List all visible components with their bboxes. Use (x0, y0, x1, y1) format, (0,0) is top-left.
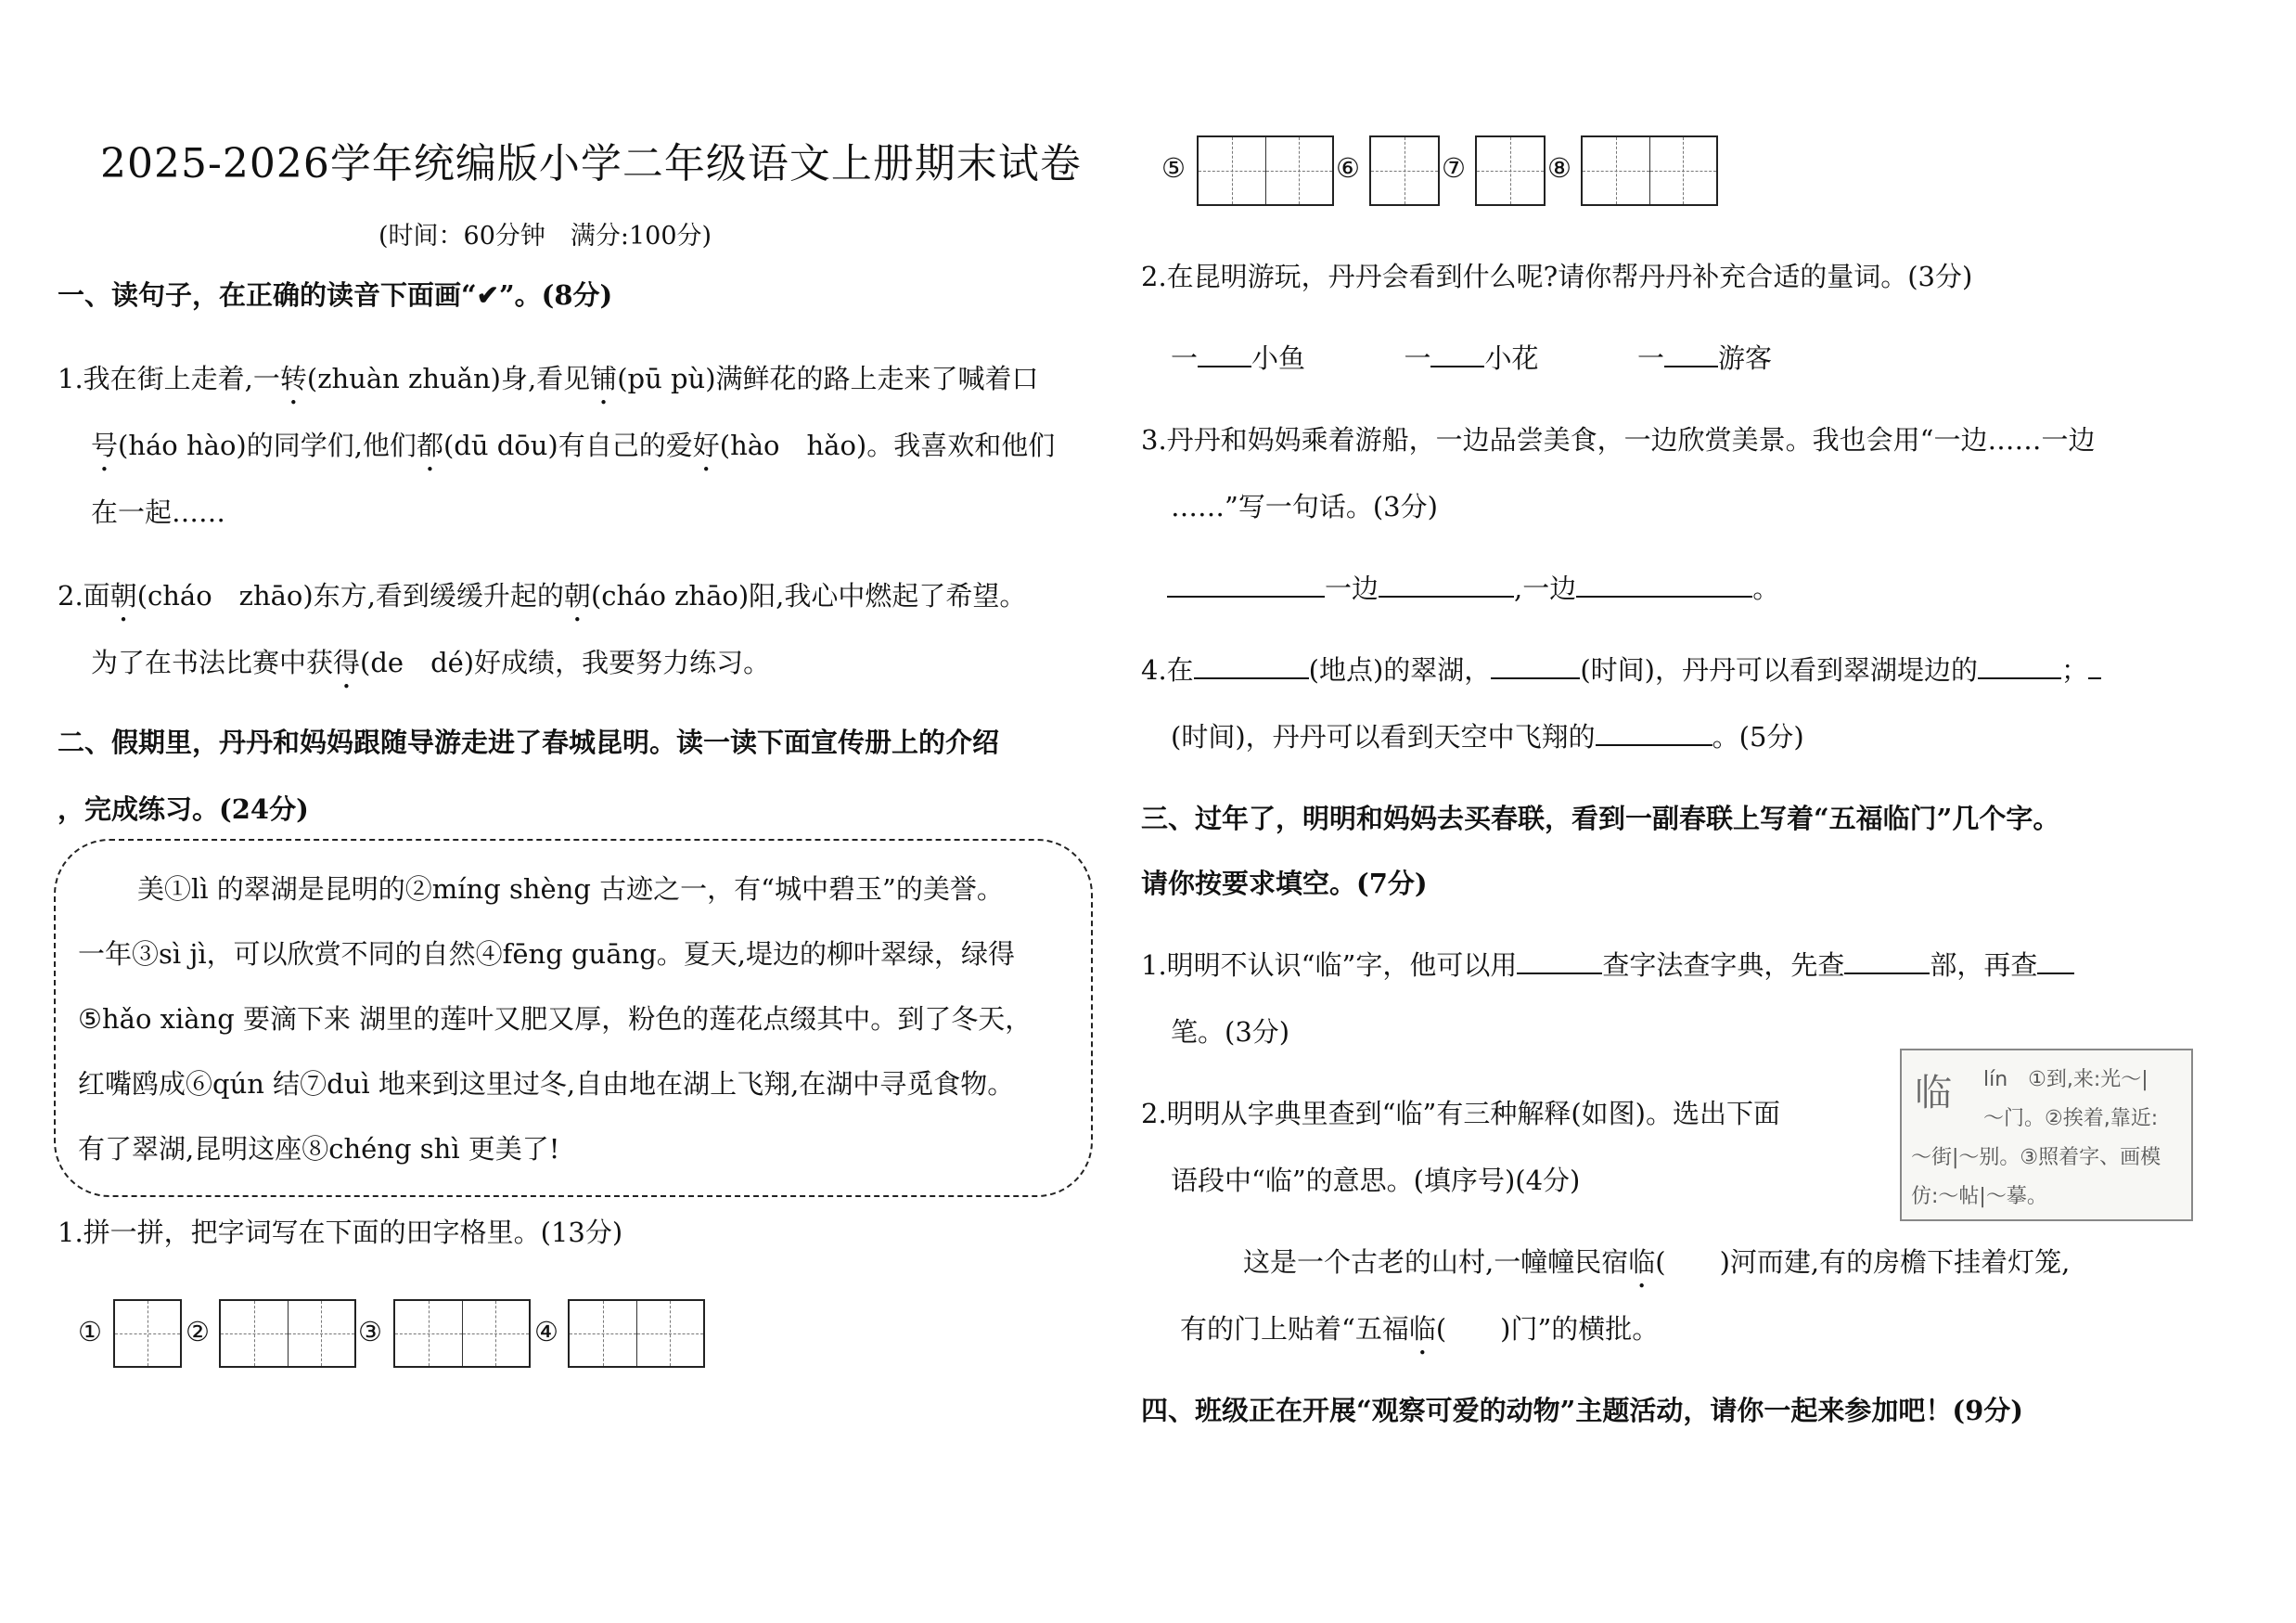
blank-5[interactable] (1379, 569, 1514, 598)
s2-q3-line1: 3.丹丹和妈妈乘着游船，一边品尝美食，一边欣赏美景。我也会用“一边……一边 (1141, 424, 2096, 456)
s1-q2-line1 (58, 575, 1026, 628)
section-3-heading-line2: 请你按要求填空。(7分) (1141, 868, 1428, 899)
text: 小鱼 (1251, 342, 1306, 374)
s3-paragraph-line1 (1243, 1242, 2070, 1295)
target-char: 得 (333, 647, 361, 678)
box-label-7: ⑦ (1442, 152, 1466, 184)
target-char: 朝 (109, 580, 137, 612)
box-label-1: ① (78, 1316, 102, 1347)
text: 有的门上贴着“五福 (1180, 1313, 1409, 1345)
text: 部，再查 (1930, 949, 2038, 981)
text: 一 (1404, 342, 1431, 374)
text: 为了在书法比赛中获 (91, 647, 334, 678)
box-label-8: ⑧ (1547, 152, 1571, 184)
writing-grid-8[interactable] (1581, 135, 1718, 206)
blank-10[interactable] (2088, 650, 2101, 679)
s1-q1-line3: 在一起…… (91, 496, 226, 528)
text: 游客 (1717, 342, 1772, 374)
text: 4.在 (1141, 654, 1194, 686)
box-label-2: ② (186, 1316, 210, 1347)
s2-q4-line2 (1171, 716, 1804, 754)
box-label-5: ⑤ (1161, 152, 1186, 184)
target-char: 朝 (563, 580, 591, 612)
text: 一 (1636, 342, 1664, 374)
pinyin-choice[interactable]: (háo hào)的同学们,他们 (118, 430, 417, 461)
box-label-4: ④ (534, 1316, 558, 1347)
section-2-heading-line2: ，完成练习。(24分) (58, 793, 309, 825)
writing-grid-5[interactable] (1197, 135, 1334, 206)
pinyin-choice[interactable]: (pū pù)满鲜花的路上走来了喊着口 (617, 363, 1039, 394)
target-char: 好 (692, 430, 720, 461)
passage-line-1: 美①lì 的翠湖是昆明的②míng shèng 古迹之一，有“城中碧玉”的美誉。 (137, 873, 1004, 905)
text: 小花 (1484, 342, 1539, 374)
blank-9[interactable] (1978, 650, 2061, 679)
blank-1[interactable] (1198, 339, 1251, 367)
text: (时间)，丹丹可以看到翠湖堤边的 (1580, 654, 1978, 686)
text: 一 (1171, 342, 1199, 374)
box-label-6: ⑥ (1336, 152, 1360, 184)
s2-q1: 1.拼一拼，把字词写在下面的田字格里。(13分) (58, 1217, 623, 1248)
dict-line-1: lín ①到,来:光～| (1983, 1068, 2148, 1091)
passage-line-2: 一年③sì jì，可以欣赏不同的自然④fēng guāng。夏天,堤边的柳叶翠绿，绿得 (78, 938, 1015, 970)
dict-headword: 临 (1915, 1072, 1952, 1114)
box-label-3: ③ (358, 1316, 382, 1347)
dict-line-3: ～街|～别。③照着字、画模 (1911, 1146, 2161, 1169)
dictionary-image (1900, 1049, 2193, 1221)
s3-q2-line1: 2.明明从字典里查到“临”有三种解释(如图)。选出下面 (1141, 1098, 1780, 1129)
target-char: 临 (1408, 1313, 1436, 1345)
writing-grid-4[interactable] (568, 1299, 705, 1368)
answer-blank[interactable]: ( )门”的横批。 (1435, 1313, 1660, 1345)
s3-q1-line1 (1141, 945, 2074, 983)
text: 。(5分) (1712, 721, 1804, 753)
text: (时间)，丹丹可以看到天空中飞翔的 (1171, 721, 1596, 753)
target-char: 铺 (590, 363, 618, 394)
dict-line-4: 仿:～帖|～摹。 (1911, 1185, 2047, 1208)
exam-info: (时间：60分钟 满分:100分) (378, 222, 712, 251)
writing-grid-7[interactable] (1475, 135, 1546, 206)
blank-3[interactable] (1664, 339, 1718, 367)
text: 2.面 (58, 580, 110, 612)
passage-line-4: 红嘴鸥成⑥qún 结⑦duì 地来到这里过冬,自由地在湖上飞翔,在湖中寻觅食物。 (78, 1068, 1015, 1100)
blank-12[interactable] (1517, 946, 1602, 974)
s1-q1-line2 (91, 425, 1055, 478)
blank-14[interactable] (2037, 946, 2074, 974)
blank-6[interactable] (1576, 569, 1752, 598)
text: ,一边 (1514, 573, 1577, 604)
target-char: 临 (1628, 1246, 1656, 1278)
blank-13[interactable] (1844, 946, 1930, 974)
target-char: 转 (279, 363, 307, 394)
blank-8[interactable] (1491, 650, 1580, 679)
answer-blank[interactable]: ( )河而建,有的房檐下挂着灯笼, (1655, 1246, 2071, 1278)
writing-grid-6[interactable] (1369, 135, 1440, 206)
section-2-heading-line1: 二、假期里，丹丹和妈妈跟随导游走进了春城昆明。读一读下面宣传册上的介绍 (58, 727, 1000, 758)
text: 1.明明不认识“临”字，他可以用 (1141, 949, 1518, 981)
blank-4[interactable] (1167, 569, 1325, 598)
s1-q1-line1 (58, 358, 1039, 411)
pinyin-choice[interactable]: (cháo zhāo)阳,我心中燃起了希望。 (590, 580, 1027, 612)
s2-q2: 2.在昆明游玩，丹丹会看到什么呢?请你帮丹丹补充合适的量词。(3分) (1141, 261, 1973, 292)
pinyin-choice[interactable]: (zhuàn zhuǎn)身,看见 (306, 363, 591, 394)
passage-line-5: 有了翠湖,昆明这座⑧chéng shì 更美了! (78, 1133, 560, 1165)
blank-11[interactable] (1596, 717, 1712, 746)
pinyin-choice[interactable]: (dū dōu)有自己的爱 (443, 430, 693, 461)
blank-2[interactable] (1430, 339, 1484, 367)
s3-q2-line2: 语段中“临”的意思。(填序号)(4分) (1171, 1165, 1581, 1196)
text: 这是一个古老的山村,一幢幢民宿 (1243, 1246, 1629, 1278)
writing-grid-1[interactable] (113, 1299, 182, 1368)
pinyin-choice[interactable]: (hào hǎo)。我喜欢和他们 (719, 430, 1056, 461)
measure-word-row (1171, 338, 1772, 376)
writing-grid-3[interactable] (393, 1299, 531, 1368)
s2-q3-line2: ……”写一句话。(3分) (1171, 491, 1438, 522)
text: 1.我在街上走着,一 (58, 363, 280, 394)
target-char: 都 (416, 430, 443, 461)
section-1-heading: 一、读句子，在正确的读音下面画“✔”。(8分) (58, 279, 613, 311)
s1-q2-line2 (91, 642, 770, 695)
target-char: 号 (91, 430, 119, 461)
pinyin-choice[interactable]: (cháo zhāo)东方,看到缓缓升起的 (136, 580, 564, 612)
section-3-heading-line1: 三、过年了，明明和妈妈去买春联，看到一副春联上写着“五福临门”几个字。 (1141, 803, 2060, 834)
page-title: 2025-2026学年统编版小学二年级语文上册期末试卷 (100, 140, 1082, 187)
pinyin-choice[interactable]: (de dé)好成绩，我要努力练习。 (360, 647, 771, 678)
blank-7[interactable] (1194, 650, 1309, 679)
passage-line-3: ⑤hǎo xiàng 要滴下来 湖里的莲叶又肥又厚，粉色的莲花点缀其中。到了冬天， (78, 1003, 1033, 1035)
writing-grid-2[interactable] (219, 1299, 356, 1368)
section-4-heading: 四、班级正在开展“观察可爱的动物”主题活动，请你一起来参加吧！(9分) (1141, 1395, 2023, 1426)
s3-q1-line2: 笔。(3分) (1171, 1016, 1290, 1048)
text: 。 (1752, 573, 1780, 604)
text: 一边 (1325, 573, 1379, 604)
dict-line-2: ～门。②挨着,靠近: (1983, 1107, 2159, 1130)
s2-q3-fill (1167, 568, 1779, 606)
s2-q4-line1 (1141, 650, 2101, 688)
text: ； (2060, 654, 2088, 686)
s3-paragraph-line2 (1180, 1308, 1659, 1361)
text: (地点)的翠湖， (1308, 654, 1492, 686)
text: 查字法查字典，先查 (1602, 949, 1845, 981)
